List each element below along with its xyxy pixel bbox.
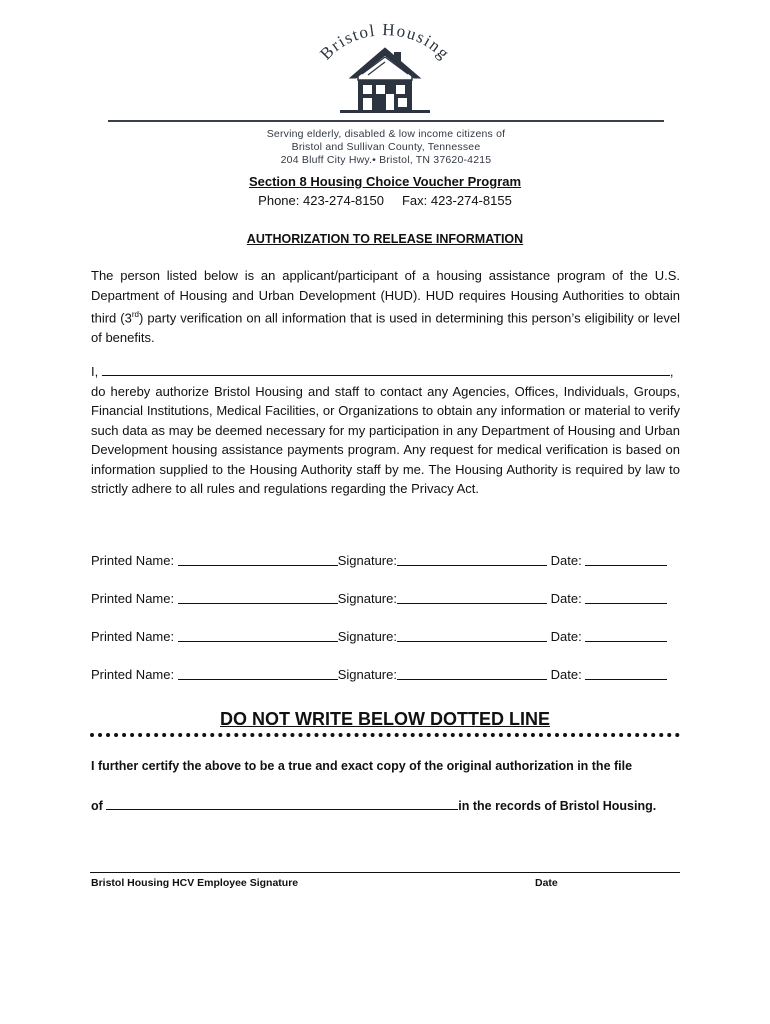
program-title: Section 8 Housing Choice Voucher Program [248,174,522,189]
date-label: Date: [550,591,582,606]
printed-name-field-4[interactable] [178,667,338,680]
applicant-name-line [91,362,680,382]
signature-label: Signature: [337,667,397,682]
fax-number: Fax: 423-274-8155 [401,193,512,208]
printed-name-field-3[interactable] [178,629,338,642]
date-field-2[interactable] [585,591,667,604]
employee-signature-label: Bristol Housing HCV Employee Signature [91,877,299,889]
file-reference-line [91,797,681,813]
signature-label: Signature: [337,553,397,568]
release-title: AUTHORIZATION TO RELEASE INFORMATION [246,232,524,246]
org-mission-line: Serving elderly, disabled & low income citizens of [266,128,506,140]
date-label: Date: [550,553,582,568]
date-label: Date: [550,629,582,644]
employee-signature-line[interactable] [90,872,680,873]
applicant-name-field[interactable] [102,363,670,376]
intro-text-end: ) party verification on all information that is used in determining this person’s eligibility or level of benefits. [91,310,680,345]
contact-line [90,193,680,208]
org-address-line: 204 Bluff City Hwy.• Bristol, TN 37620-4215 [280,154,492,166]
signature-label: Signature: [337,629,397,644]
signature-field-3[interactable] [397,629,547,642]
org-address-block [108,128,664,167]
authorization-paragraph [91,362,680,499]
signature-row-4 [91,666,681,682]
org-county-line: Bristol and Sullivan County, Tennessee [291,141,481,153]
file-name-field[interactable] [106,797,458,810]
authorization-text: do hereby authorize Bristol Housing and staff to contact any Agencies, Offices, Individuals, Groups, Financial Institutions, Medical Facilities, or Organizations to obtain any information or material to verify such data as may be deemed necessary for my participation in any Department of Housing and Urban Development housing assistance payments program. Any request for medical verification is based on information supplied to the Housing Authority staff by me. The Housing Authority is required by law to strictly adhere to all rules and regulations regarding the Privacy Act. [91,383,680,496]
applicant-suffix: , [669,364,674,379]
printed-name-label: Printed Name: [91,591,175,606]
intro-text-start: The person listed below is an applicant/participant of a housing assistance program of the U.S. Department of Housing and Urban Development (HUD). HUD requires Housing Authorities to obtain third (3 [91,268,680,326]
date-field-4[interactable] [585,667,667,680]
of-prefix: of [91,799,103,813]
signature-row-2 [91,590,681,606]
intro-paragraph [91,266,680,347]
intro-superscript: rd [131,310,139,319]
printed-name-field-2[interactable] [178,591,338,604]
printed-name-field-1[interactable] [178,553,338,566]
signature-label: Signature: [337,591,397,606]
date-label: Date: [550,667,582,682]
signature-field-1[interactable] [397,553,547,566]
printed-name-label: Printed Name: [91,629,175,644]
phone-number: Phone: 423-274-8150 [258,193,384,208]
dotted-divider [90,733,680,737]
printed-name-label: Printed Name: [91,667,175,682]
signature-row-1 [91,552,681,568]
printed-name-label: Printed Name: [91,553,175,568]
bristol-housing-logo [300,18,470,126]
date-field-3[interactable] [585,629,667,642]
header-rule [108,120,664,122]
do-not-write-warning: DO NOT WRITE BELOW DOTTED LINE [220,709,550,729]
employee-date-label: Date [535,877,558,889]
signature-field-4[interactable] [397,667,547,680]
certify-statement: I further certify the above to be a true and exact copy of the original authorization in the file [91,759,633,773]
applicant-prefix: I, [91,364,99,379]
house-logo-icon [300,18,470,126]
date-field-1[interactable] [585,553,667,566]
svg-text:Bristol Housing: Bristol Housing [316,20,455,64]
signature-row-3 [91,628,681,644]
of-suffix: in the records of Bristol Housing. [458,799,657,813]
signature-field-2[interactable] [397,591,547,604]
